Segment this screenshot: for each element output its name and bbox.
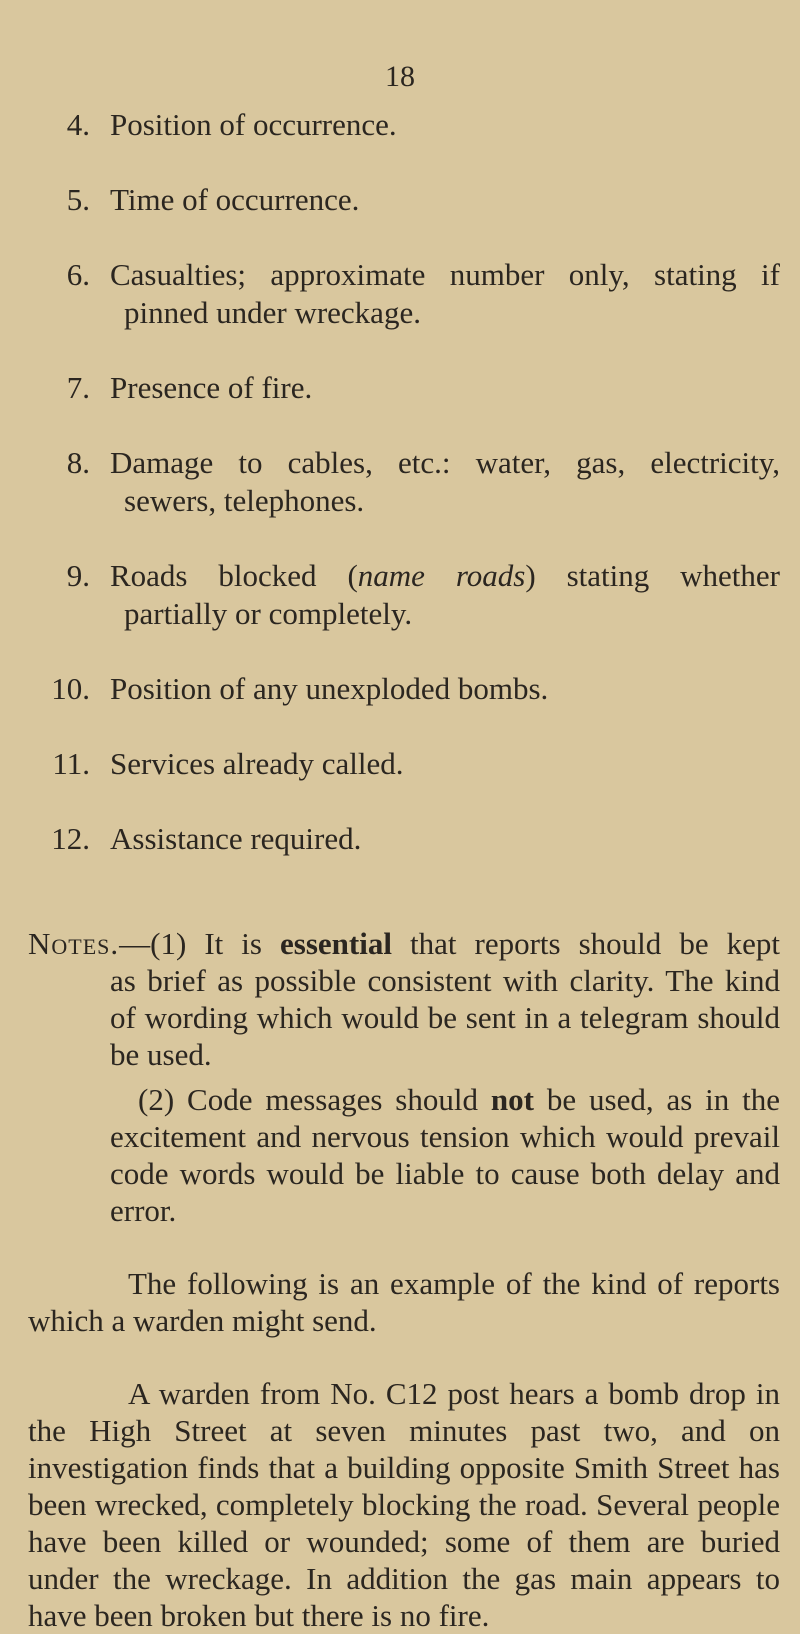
item-text [110, 557, 780, 595]
item-number: 7. [66, 370, 90, 405]
note-2 [110, 1081, 780, 1229]
item-number: 10. [51, 671, 90, 706]
item-text-continued: partially or completely. [124, 596, 413, 631]
note-emphasis: not [490, 1082, 534, 1117]
list-item [28, 670, 780, 708]
item-text: Position of any unexploded bombs. [110, 671, 549, 706]
item-number: 5. [66, 182, 90, 217]
item-text: Assistance required. [110, 821, 362, 856]
note-text: that reports should be kept [409, 926, 780, 961]
list-item [28, 745, 780, 783]
note-1 [28, 925, 780, 1073]
item-text-continued: pinned under wreckage. [124, 295, 421, 330]
note-text: be used, as in the excitement and nervous tension which would prevail code words would be liable to cause both delay and error. [110, 1082, 781, 1228]
item-text-continued: sewers, telephones. [124, 483, 365, 518]
list-item [28, 557, 780, 633]
item-text: Time of occurrence. [110, 182, 360, 217]
list-item [28, 106, 780, 144]
report-items-list [28, 106, 780, 895]
note-number: —(1) [119, 926, 187, 961]
note-text: (2) Code messages should [138, 1082, 478, 1117]
item-text: Services already called. [110, 746, 404, 781]
item-number: 11. [52, 746, 90, 781]
item-text: Presence of fire. [110, 370, 313, 405]
item-text: Position of occurrence. [110, 107, 397, 142]
item-number: 9. [66, 558, 90, 593]
note-1-continued: as brief as possible consistent with clarity. The kind of wording which would be sent in a telegram should be used. [110, 963, 780, 1072]
list-item [28, 256, 780, 332]
item-text-italic: name roads [357, 558, 526, 593]
item-text-part: Roads blocked ( [110, 558, 358, 593]
item-number: 12. [51, 821, 90, 856]
item-number: 4. [66, 107, 90, 142]
list-item [28, 181, 780, 219]
example-report-paragraph: A warden from No. C12 post hears a bomb drop in the High Street at seven minutes past two, and on investigation finds that a building opposite Smith Street has been wrecked, completely blocking the road. Several people have been killed or wounded; some of them are buried under the wreckage. In addition the gas main appears to have been broken but there is no fire. [28, 1376, 780, 1633]
list-item [28, 820, 780, 858]
item-number: 6. [66, 257, 90, 292]
item-text: Damage to cables, etc.: water, gas, electricity, [110, 445, 780, 480]
list-item [28, 369, 780, 407]
item-number: 8. [66, 445, 90, 480]
page-number: 18 [385, 60, 415, 93]
example-intro-paragraph: The following is an example of the kind of reports which a warden might send. [28, 1266, 780, 1338]
note-1-lead [28, 925, 780, 962]
item-text: Casualties; approximate number only, stating if [110, 257, 780, 292]
notes-section [28, 925, 780, 1229]
item-text-part: ) stating whether [525, 558, 781, 593]
note-emphasis: essential [280, 926, 392, 961]
note-text: It is [204, 926, 262, 961]
list-item [28, 444, 780, 520]
notes-label: Notes. [28, 926, 120, 961]
